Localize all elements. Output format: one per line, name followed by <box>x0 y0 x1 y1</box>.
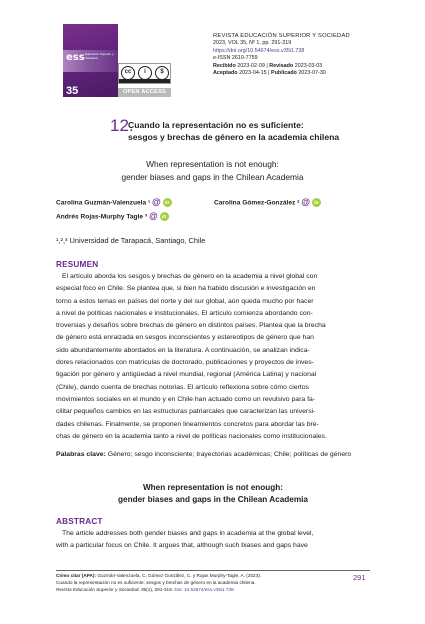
citation-line-1 <box>56 573 346 580</box>
cc-icon: cc <box>121 66 135 80</box>
cover-logo: ess <box>66 52 85 63</box>
received-date: 2023-02-09 <box>237 62 265 69</box>
resumen-line: sido abundantemente abordados en la literatura. A continuación, se analizan indica- <box>56 346 310 354</box>
resumen-line: (Chile), dando cuenta de brechas notorias. El artículo reflexiona sobre cómo ciertos <box>56 383 309 391</box>
resumen-line: cilitar pequeños cambios en las estructuras patriarcales que caracterizan las universi- <box>56 408 316 416</box>
volume-info: 2023, VOL 35, Nº 1, pp. 291-319 <box>213 40 292 47</box>
revised-label: Revisado <box>269 62 294 69</box>
title-es-line1: Cuando la representación no es suficiente: <box>128 120 304 130</box>
resumen-line: a nivel de políticas nacionales e institucionales. El artículo comienza abordando con- <box>56 309 313 317</box>
citation-line-2: Cuando la representación no es suficiente: sesgos y brechas de género en la academia chilena. <box>56 579 256 585</box>
cc-by-nc-sa-icon[interactable] <box>118 63 171 84</box>
orcid-icon[interactable]: iD <box>160 212 169 221</box>
title-en-line2: gender biases and gaps in the Chilean Academia <box>121 172 304 182</box>
abstract-title-line2: gender biases and gaps in the Chilean Academia <box>118 495 308 504</box>
article-meta <box>213 33 413 77</box>
orcid-icon[interactable]: iD <box>163 198 172 207</box>
open-access-badge: OPEN ACCESS <box>118 88 171 97</box>
resumen-line: dores relacionados con matrículas de doctorado, publicaciones y proyectos de inves- <box>56 359 314 367</box>
received-label: Recibido <box>213 62 236 69</box>
citation-label: Cómo citar (APA): <box>56 573 97 578</box>
accepted-label: Aceptado <box>213 70 238 77</box>
author-2-name: Carolina Gómez-González ² <box>214 199 300 207</box>
title-spanish <box>128 120 398 143</box>
affiliation: ¹,²,³ Universidad de Tarapacá, Santiago, Chile <box>56 236 206 245</box>
resumen-body <box>56 271 370 443</box>
citation-line-3 <box>56 587 346 594</box>
abstract-line: with a particular focus on Chile. It argues that, although such biases and gaps have <box>56 542 308 550</box>
citation-volume: , 35(1), 291-319. <box>138 586 174 592</box>
citation-journal: Revista Educación Superior y Sociedad <box>56 586 139 592</box>
date-separator: | <box>266 62 270 69</box>
accepted-date: 2023-04-15 <box>239 70 267 77</box>
abstract-title-line1: When representation is not enough: <box>142 483 284 492</box>
eissn: e-ISSN 2610-7759 <box>213 55 258 62</box>
abstract-line: The article addresses both gender biases and gaps in academia at the global level, <box>62 530 314 537</box>
by-icon: i <box>138 66 152 80</box>
citation-authors: Guzmán-Valenzuela, C, Gómez González, C. y Rojas Murphy-Tagle, A. (2023). <box>97 573 262 578</box>
resumen-line: troversias y desafíos sobre brechas de género en distintos países. Plantea que la brecha <box>56 322 326 330</box>
published-label: Publicado <box>271 70 297 77</box>
date-separator: | <box>268 70 272 77</box>
title-en-line1: When representation is not enough: <box>146 159 279 169</box>
resumen-line: dades chilenas. Finalmente, se proponen lineamientos concretos para abordar las bre- <box>56 420 319 428</box>
keywords-label: Palabras clave: <box>56 451 106 458</box>
author-2 <box>214 198 321 207</box>
resumen-line: de género está enraizada en sesgos inconscientes y estereotipos de género que han <box>56 334 314 342</box>
chapter-number: 12. <box>110 116 134 135</box>
cover-issue: 35 <box>66 85 79 97</box>
author-1-name: Carolina Guzmán-Valenzuela ¹ <box>56 199 151 207</box>
citation <box>56 573 346 593</box>
resumen-line: chas de género en la academia tanto a nivel de políticas nacionales como institucionales. <box>56 432 327 440</box>
title-english <box>50 158 375 184</box>
resumen-line: El artículo aborda los sesgos y brechas de género en la academia a nivel global con <box>62 273 318 280</box>
abstract-heading: ABSTRACT <box>56 517 103 526</box>
revised-date: 2023-03-03 <box>294 62 323 69</box>
email-icon[interactable]: @ <box>148 211 158 221</box>
author-3 <box>56 212 169 221</box>
cc-bar <box>119 79 170 83</box>
author-1 <box>56 198 172 207</box>
resumen-line: tigación por género y antigüedad a nivel mundial, regional (América Latina) y nacional <box>56 371 317 379</box>
citation-doi[interactable]: Doi: 10.54674/ess.v35i1.738 <box>174 586 234 592</box>
published-date: 2023-07-30 <box>298 70 326 77</box>
doi-link[interactable]: https://doi.org/10.54674/ess.v35i1.738 <box>213 47 305 54</box>
email-icon[interactable]: @ <box>152 197 161 207</box>
dates-row-1 <box>213 63 413 70</box>
orcid-icon[interactable]: iD <box>312 198 321 207</box>
nc-icon: $ <box>155 66 169 80</box>
resumen-line: especial foco en Chile. Se plantea que, si bien ha habido discusión e investigación en <box>56 285 316 293</box>
journal-cover <box>63 24 118 97</box>
journal-name: REVISTA EDUCACIÓN SUPERIOR Y SOCIEDAD <box>213 33 350 39</box>
keywords <box>56 449 370 461</box>
dates-row-2 <box>213 70 413 77</box>
resumen-heading: RESUMEN <box>56 260 99 269</box>
resumen-line: movimientos sociales en el mundo y en Chile han actuado como un revulsivo para fa- <box>56 395 316 403</box>
title-es-line2: sesgos y brechas de género en la academia chilena <box>128 131 340 142</box>
footer-divider <box>56 570 370 571</box>
abstract-title <box>56 482 370 506</box>
cover-subtitle: Educación Superior y Sociedad <box>85 52 114 60</box>
abstract-body <box>56 528 370 553</box>
author-3-name: Andrés Rojas-Murphy Tagle ³ <box>56 213 148 221</box>
resumen-line: torno a estos temas en países del norte y del sur global, aún queda mucho por hacer <box>56 297 314 305</box>
page-number: 291 <box>353 573 366 582</box>
keywords-text: Género; sesgo inconsciente; trayectorias académicas; Chile; políticas de género <box>107 451 352 458</box>
email-icon[interactable]: @ <box>301 197 310 207</box>
